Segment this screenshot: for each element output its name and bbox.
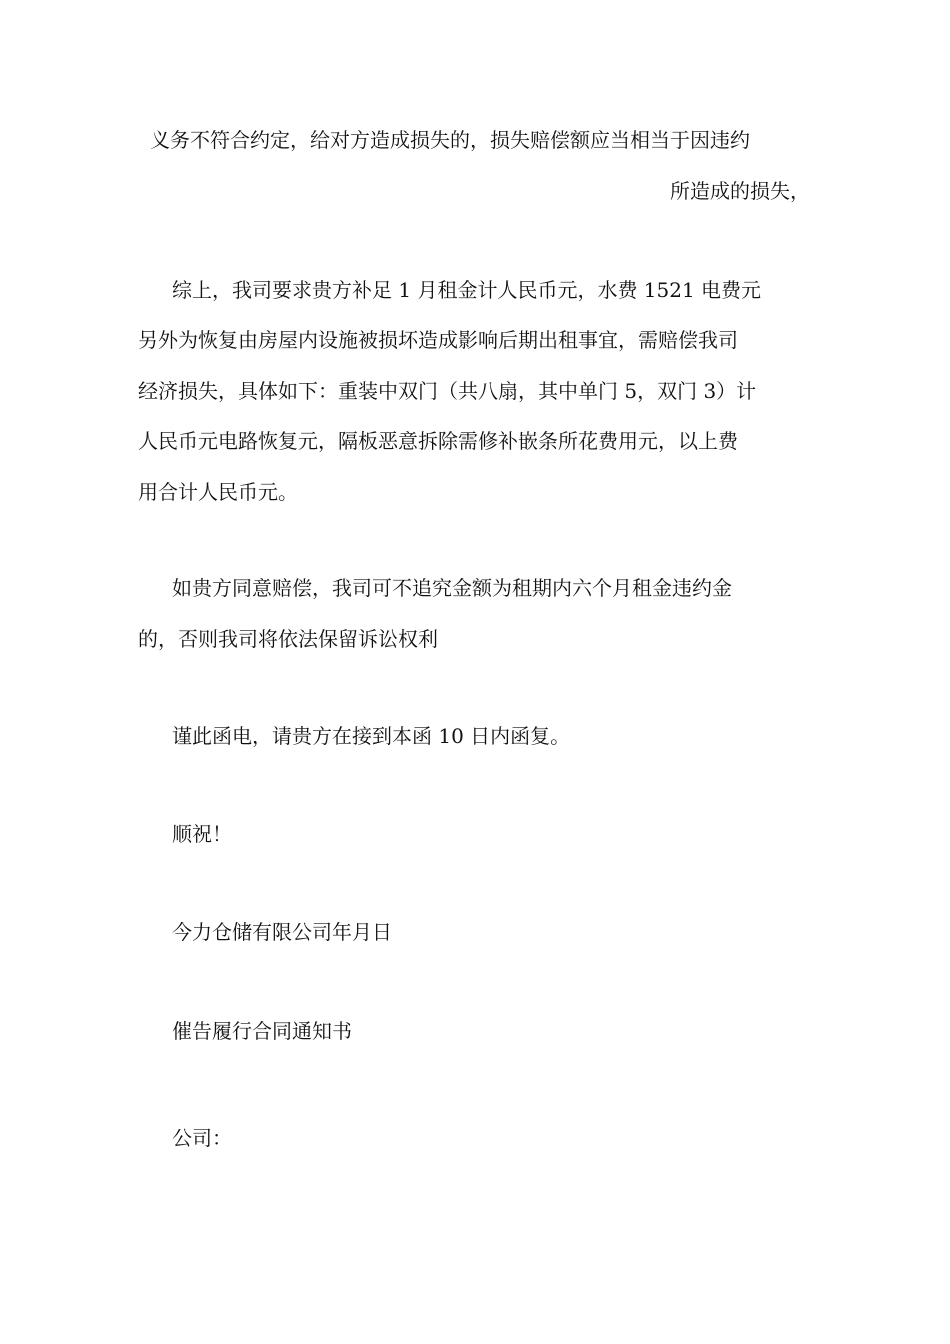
text-line-8: 如贵方同意赔偿，我司可不追究金额为租期内六个月租金违约金 bbox=[172, 576, 732, 600]
text-line-6: 人民币元电路恢复元，隔板恶意拆除需修补嵌条所花费用元，以上费 bbox=[138, 429, 738, 453]
text-line-4: 另外为恢复由房屋内设施被损坏造成影响后期出租事宜，需赔偿我司 bbox=[138, 328, 738, 352]
text-line-10: 谨此函电，请贵方在接到本函 10 日内函复。 bbox=[172, 724, 571, 748]
text-line-9: 的，否则我司将依法保留诉讼权利 bbox=[138, 627, 438, 651]
text-line-5: 经济损失，具体如下：重装中双门（共八扇，其中单门 5，双门 3）计 bbox=[138, 379, 757, 403]
text-line-7: 用合计人民币元。 bbox=[138, 480, 298, 504]
text-line-3: 综上，我司要求贵方补足 1 月租金计人民币元，水费 1521 电费元 bbox=[172, 278, 762, 302]
text-line-1: 义务不符合约定，给对方造成损失的，损失赔偿额应当相当于因违约 bbox=[150, 128, 750, 152]
text-line-11: 顺祝！ bbox=[172, 822, 232, 846]
text-line-13: 催告履行合同通知书 bbox=[172, 1019, 352, 1043]
text-line-12: 今力仓储有限公司年月日 bbox=[172, 920, 392, 944]
text-line-14: 公司： bbox=[172, 1126, 232, 1150]
text-line-2: 所造成的损失， bbox=[670, 179, 810, 203]
